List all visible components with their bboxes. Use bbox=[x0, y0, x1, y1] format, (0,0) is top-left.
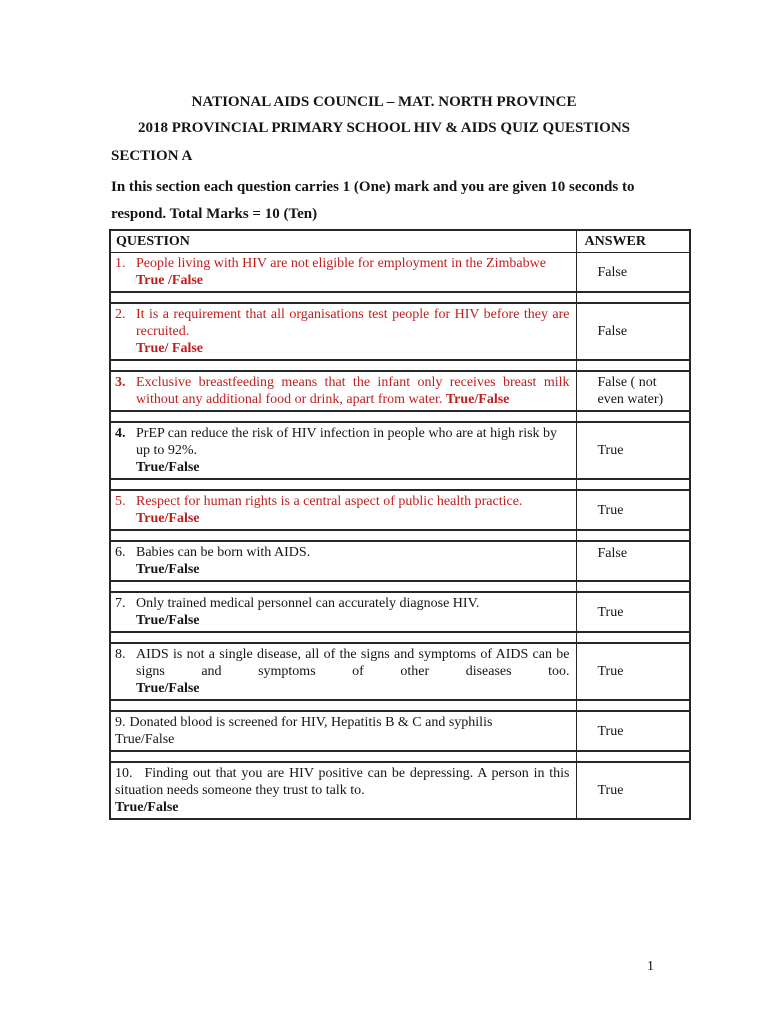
quiz-row bbox=[110, 541, 690, 581]
spacer-cell bbox=[110, 292, 576, 303]
quiz-row bbox=[110, 371, 690, 411]
spacer-row bbox=[110, 751, 690, 762]
spacer-cell bbox=[576, 700, 690, 711]
question-text bbox=[115, 595, 570, 612]
question-text bbox=[115, 306, 570, 340]
quiz-row bbox=[110, 422, 690, 479]
quiz-row bbox=[110, 762, 690, 819]
question-text bbox=[115, 544, 570, 561]
spacer-row bbox=[110, 360, 690, 371]
question-number: 5. bbox=[115, 494, 126, 509]
question-body: Donated blood is screened for HIV, Hepatitis B & C and syphilis bbox=[129, 715, 493, 730]
true-false-label: True/False bbox=[136, 613, 200, 628]
true-false-label: True /False bbox=[136, 273, 204, 288]
answer-cell: False bbox=[576, 541, 690, 581]
spacer-cell bbox=[110, 530, 576, 541]
table-header-row bbox=[110, 230, 690, 253]
question-number: 7. bbox=[115, 596, 126, 611]
answer-cell: True bbox=[576, 711, 690, 751]
spacer-row bbox=[110, 581, 690, 592]
spacer-cell bbox=[576, 751, 690, 762]
spacer-cell bbox=[576, 292, 690, 303]
question-text bbox=[115, 714, 570, 731]
question-cell bbox=[110, 253, 576, 293]
spacer-row bbox=[110, 632, 690, 643]
answer-cell: True bbox=[576, 490, 690, 530]
doc-title-line2: 2018 PROVINCIAL PRIMARY SCHOOL HIV & AIDS QUIZ QUESTIONS bbox=[137, 120, 631, 136]
answer-cell: False bbox=[576, 303, 690, 360]
question-text bbox=[115, 374, 570, 408]
quiz-row bbox=[110, 253, 690, 293]
question-number: 4. bbox=[115, 426, 126, 441]
question-body: Only trained medical personnel can accurately diagnose HIV. bbox=[136, 596, 480, 611]
question-cell bbox=[110, 592, 576, 632]
answer-column-header: ANSWER bbox=[576, 230, 690, 253]
true-false-label: True/False bbox=[115, 800, 179, 815]
answer-cell: False bbox=[576, 253, 690, 293]
quiz-rows bbox=[110, 253, 690, 820]
spacer-row bbox=[110, 530, 690, 541]
question-number: 10. bbox=[115, 766, 133, 781]
spacer-cell bbox=[110, 751, 576, 762]
question-body: Respect for human rights is a central aspect of public health practice. bbox=[136, 494, 523, 509]
section-intro bbox=[111, 174, 657, 228]
answer-cell: False ( not even water) bbox=[576, 371, 690, 411]
spacer-cell bbox=[576, 632, 690, 643]
spacer-cell bbox=[576, 360, 690, 371]
question-cell bbox=[110, 303, 576, 360]
question-cell bbox=[110, 643, 576, 700]
spacer-cell bbox=[110, 632, 576, 643]
true-false-label: True/False bbox=[136, 460, 200, 475]
spacer-cell bbox=[576, 530, 690, 541]
spacer-row bbox=[110, 411, 690, 422]
quiz-row bbox=[110, 711, 690, 751]
question-body: Finding out that you are HIV positive can be depressing. A person in this situation needs someone they trust to talk to. bbox=[115, 766, 570, 798]
quiz-row bbox=[110, 643, 690, 700]
spacer-cell bbox=[576, 479, 690, 490]
question-number: 3. bbox=[115, 375, 126, 390]
spacer-cell bbox=[110, 360, 576, 371]
spacer-cell bbox=[110, 700, 576, 711]
spacer-cell bbox=[110, 411, 576, 422]
spacer-cell bbox=[576, 581, 690, 592]
document-content bbox=[111, 94, 664, 820]
spacer-row bbox=[110, 479, 690, 490]
page-number: 1 bbox=[647, 959, 654, 974]
quiz-table bbox=[109, 229, 691, 820]
question-text bbox=[115, 255, 570, 272]
question-number: 9. bbox=[115, 715, 126, 730]
spacer-row bbox=[110, 292, 690, 303]
true-false-label: True/False bbox=[136, 681, 200, 696]
question-cell bbox=[110, 541, 576, 581]
spacer-row bbox=[110, 700, 690, 711]
question-text bbox=[115, 646, 570, 680]
true-false-label: True/False bbox=[445, 392, 510, 407]
question-cell bbox=[110, 371, 576, 411]
true-false-label: True/False bbox=[136, 562, 200, 577]
question-number: 1. bbox=[115, 256, 126, 271]
question-number: 2. bbox=[115, 307, 126, 322]
true-false-label: True/ False bbox=[136, 341, 204, 356]
question-cell bbox=[110, 490, 576, 530]
question-text bbox=[115, 493, 570, 510]
question-text bbox=[115, 765, 570, 799]
section-heading: SECTION A bbox=[111, 148, 193, 164]
question-cell bbox=[110, 762, 576, 819]
answer-cell: True bbox=[576, 592, 690, 632]
question-number: 6. bbox=[115, 545, 126, 560]
true-false-label: True/False bbox=[136, 511, 200, 526]
spacer-cell bbox=[110, 479, 576, 490]
answer-cell: True bbox=[576, 643, 690, 700]
intro-line-1: In this section each question carries 1 (One) mark and you are given 10 seconds to bbox=[111, 179, 635, 195]
question-body: AIDS is not a single disease, all of the signs and symptoms of AIDS can be signs and symptoms of other diseases too. bbox=[136, 647, 570, 679]
question-body: Exclusive breastfeeding means that the infant only receives breast milk without any additional food or drink, apart from water. bbox=[136, 375, 570, 407]
answer-cell: True bbox=[576, 762, 690, 819]
question-cell bbox=[110, 711, 576, 751]
doc-title-line1: NATIONAL AIDS COUNCIL – MAT. NORTH PROVINCE bbox=[191, 94, 577, 110]
question-cell bbox=[110, 422, 576, 479]
question-body: PrEP can reduce the risk of HIV infection in people who are at high risk by up to 92%. bbox=[136, 426, 558, 458]
quiz-row bbox=[110, 303, 690, 360]
question-body: It is a requirement that all organisations test people for HIV before they are recruited. bbox=[136, 307, 570, 339]
quiz-row bbox=[110, 490, 690, 530]
question-column-header: QUESTION bbox=[110, 230, 576, 253]
spacer-cell bbox=[110, 581, 576, 592]
true-false-label: True/False bbox=[115, 732, 175, 747]
intro-line-2: respond. Total Marks = 10 (Ten) bbox=[111, 206, 318, 222]
question-text bbox=[115, 425, 570, 459]
spacer-cell bbox=[576, 411, 690, 422]
quiz-row bbox=[110, 592, 690, 632]
question-number: 8. bbox=[115, 647, 126, 662]
answer-cell: True bbox=[576, 422, 690, 479]
question-body: Babies can be born with AIDS. bbox=[136, 545, 311, 560]
question-body: People living with HIV are not eligible for employment in the Zimbabwe bbox=[136, 256, 546, 271]
